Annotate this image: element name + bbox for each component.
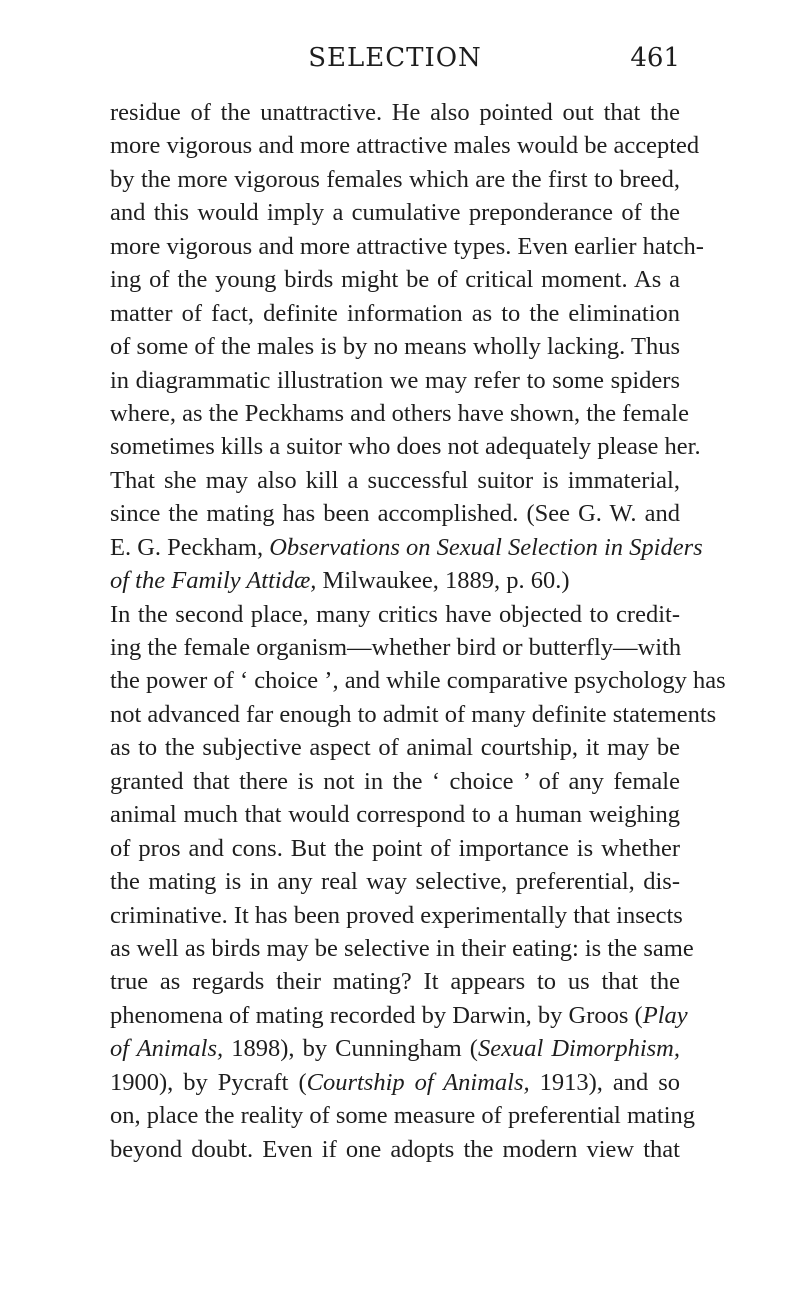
text-line xyxy=(110,965,680,998)
text-segment: phenomena of mating recorded by Darwin, by Groos ( xyxy=(110,1001,643,1029)
text-segment: of some of the males is by no means wholly lacking. Thus xyxy=(110,333,680,361)
text-line xyxy=(110,1066,680,1099)
text-line xyxy=(110,765,680,798)
text-segment: ing the female organism—whether bird or butterfly—with xyxy=(110,634,682,661)
text-segment: as to the subjective aspect of animal courtship, it may be xyxy=(110,734,680,762)
text-segment: and this would imply a cumulative preponderance of the xyxy=(110,199,680,227)
italic-text: Play xyxy=(642,1001,688,1029)
text-segment: 1900), by Pycraft ( xyxy=(110,1068,307,1096)
text-segment: ing of the young birds might be of critical moment. As a xyxy=(110,266,680,294)
text-segment: 1913), and so xyxy=(529,1068,680,1096)
text-line xyxy=(110,899,683,932)
text-segment: That she may also kill a successful suitor is immaterial, xyxy=(110,466,680,494)
text-line xyxy=(110,364,680,397)
text-line xyxy=(110,1133,680,1166)
text-segment: In the second place, many critics have objected to credit- xyxy=(110,600,680,628)
page-header xyxy=(110,38,680,78)
text-line xyxy=(110,263,680,296)
text-segment: 1898), by Cunningham ( xyxy=(223,1035,478,1063)
text-segment: animal much that would correspond to a human weighing xyxy=(110,801,680,829)
page-number: 461 xyxy=(630,43,680,73)
text-line xyxy=(110,430,701,463)
italic-text: Sexual Dimorphism, xyxy=(477,1035,680,1063)
italic-text: Courtship of Animals, xyxy=(306,1068,530,1096)
text-line xyxy=(110,598,680,631)
text-segment: residue of the unattractive. He also pointed out that the xyxy=(110,99,680,126)
text-segment: in diagrammatic illustration we may refer to some spiders xyxy=(110,366,680,394)
text-segment: the mating is in any real way selective, preferential, dis- xyxy=(110,868,680,896)
text-segment: matter of fact, definite information as to the elimination xyxy=(110,299,680,327)
text-segment: Milwaukee, 1889, p. 60.) xyxy=(316,567,570,595)
text-line xyxy=(110,497,680,530)
text-segment: beyond doubt. Even if one adopts the modern view that xyxy=(110,1135,680,1163)
text-line xyxy=(110,196,680,229)
text-line xyxy=(110,731,680,764)
text-segment: E. G. Peckham, xyxy=(110,533,270,561)
italic-text: Observations on Sexual Selection in Spiders xyxy=(269,533,703,561)
text-line xyxy=(110,1032,680,1065)
text-line xyxy=(110,330,680,363)
text-segment: since the mating has been accomplished. (See G. W. and xyxy=(110,500,680,528)
italic-text: of Animals, xyxy=(110,1035,224,1063)
text-line xyxy=(110,932,694,965)
text-segment: as well as birds may be selective in their eating: is the same xyxy=(110,934,694,962)
text-line xyxy=(110,865,680,898)
text-line xyxy=(110,397,689,430)
text-segment: not advanced far enough to admit of many definite statements xyxy=(110,700,717,728)
text-line xyxy=(110,531,703,564)
text-segment: sometimes kills a suitor who does not adequately please her. xyxy=(110,433,701,461)
text-line xyxy=(110,664,726,697)
text-segment: where, as the Peckhams and others have shown, the female xyxy=(110,399,689,427)
text-line xyxy=(110,564,680,597)
text-segment: criminative. It has been proved experimentally that insects xyxy=(110,901,683,929)
text-segment: the power of ‘ choice ’, and while comparative psychology has xyxy=(110,667,726,695)
text-line xyxy=(110,464,680,497)
text-line xyxy=(110,163,680,196)
text-segment: by the more vigorous females which are the first to breed, xyxy=(110,165,680,193)
text-line xyxy=(110,798,680,831)
running-head: SELECTION xyxy=(308,43,482,73)
text-line xyxy=(110,297,680,330)
text-line xyxy=(110,96,680,129)
text-segment: more vigorous and more attractive males would be accepted xyxy=(110,132,700,160)
text-segment: of pros and cons. But the point of importance is whether xyxy=(110,834,680,862)
italic-text: of the Family Attidæ, xyxy=(110,567,317,595)
body-text xyxy=(110,96,726,1166)
text-segment: granted that there is not in the ‘ choice ’ of any female xyxy=(110,767,680,795)
text-line xyxy=(110,129,700,162)
text-line xyxy=(110,698,717,731)
text-segment: more vigorous and more attractive types. Even earlier hatch- xyxy=(110,232,704,260)
text-line xyxy=(110,230,704,263)
text-segment: true as regards their mating? It appears to us that the xyxy=(110,968,680,996)
text-segment: on, place the reality of some measure of preferential mating xyxy=(110,1102,696,1130)
text-line xyxy=(110,999,688,1032)
text-line xyxy=(110,832,680,865)
text-line xyxy=(110,631,680,664)
text-line xyxy=(110,1099,696,1132)
